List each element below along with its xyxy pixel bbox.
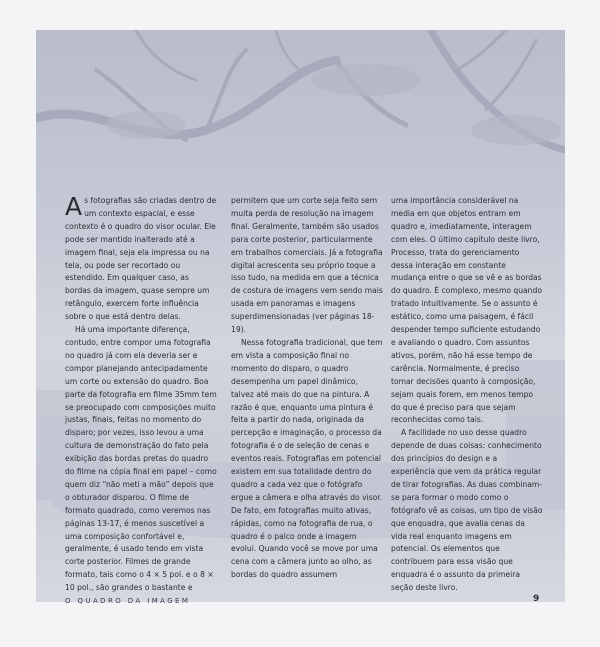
paragraph: Há uma importante diferença, contudo, entre compor uma fotografia no quadro já com ela deveria ser e compor planejando antecipadamente um corte ou extensão do quadro. Boa parte da fotografia em filme 35mm tem se preocupado com composições muito justas, finais, feitas no momento do disparo; por vezes, isso levou a uma cultura de demonstração do fato pela exibição das bordas pretas do quadro do filme na cópia final em papel – como quem diz “não meti a mão” depois que o obturador disparou. O filme de formato quadrado, como veremos nas páginas 13-17, é menos suscetível a uma composição confortável e, geralmente, é usado tendo em vista corte posterior. Filmes de grande formato, tais como o 4 × 5 pol. e o 8 × 10 pol., são grandes o bastante e: [65, 325, 217, 593]
running-footer-title: O QUADRO DA IMAGEM: [65, 597, 191, 605]
text-column-2: [231, 195, 383, 582]
paragraph: A facilidade no uso desse quadro depende de duas coisas: conhecimento dos princípios do design e a experiência que vem da prática regular de tirar fotografias. As duas combinam-se para formar o modo como o fotógrafo vê as coisas, um tipo de visão que enquadra, que avalia cenas da vida real enquanto imagens em potencial. Os elementos que contribuem para essa visão que enquadra é o assunto da primeira seção deste livro.: [391, 428, 543, 593]
drop-cap: A: [65, 192, 83, 221]
paragraph: [65, 192, 217, 324]
paragraph: uma importância considerável na media em que objetos entram em quadro e, imediatamente, interagem com eles. O último capítulo deste livro, Processo, trata do gerenciamento dessa interação em constante mudança entre o que se vê e as bordas do quadro. É complexo, mesmo quando tratado intuitivamente. Se o assunto é estático, como uma paisagem, é fácil despender tempo suficiente estudando e avaliando o quadro. Com assuntos ativos, porém, não há esse tempo de carência. Normalmente, é preciso tomar decisões quanto à composição, sejam quais forem, em menos tempo do que é preciso para que sejam reconhecidas como tais.: [391, 196, 542, 425]
text-column-1: [65, 192, 217, 595]
text-column-3: [391, 195, 543, 595]
paragraph-text: s fotografias são criadas dentro de um contexto espacial, e esse contexto é o quadro do visor ocular. Ele pode ser mantido inalterado até a imagem final, seja ela impressa ou na tela, ou pode ser recortado ou estendido. Em qualquer caso, as bordas da imagem, quase sempre um retângulo, exercem forte influência sobre o que está dentro delas.: [65, 196, 217, 322]
paragraph: Nessa fotografia tradicional, que tem em vista a composição final no momento do disparo, o quadro desempenha um papel dinâmico, talvez até mais do que na pintura. A razão é que, enquanto uma pintura é feita a partir do nada, originada da percepção e imaginação, o processo da fotografia é o de seleção de cenas e eventos reais. Fotografias em potencial existem em sua totalidade dentro do quadro a cada vez que o fotógrafo ergue a câmera e olha através do visor. De fato, em fotografias muito ativas, rápidas, como na fotografia de rua, o quadro é o palco onde a imagem evolui. Quando você se move por uma cena com a câmera junto ao olho, as bordas do quadro assumem: [231, 337, 383, 580]
paragraph: permitem que um corte seja feito sem muita perda de resolução na imagem final. Geralmente, também são usados para corte posterior, particularmente em trabalhos comerciais. Já a fotografia digital acrescenta seu próprio toque a isso tudo, na medida em que a técnica de costura de imagens vem sendo mais usada em panoramas e imagens superdimensionadas (ver páginas 18-19).: [231, 196, 383, 335]
page-number: 9: [533, 594, 540, 604]
